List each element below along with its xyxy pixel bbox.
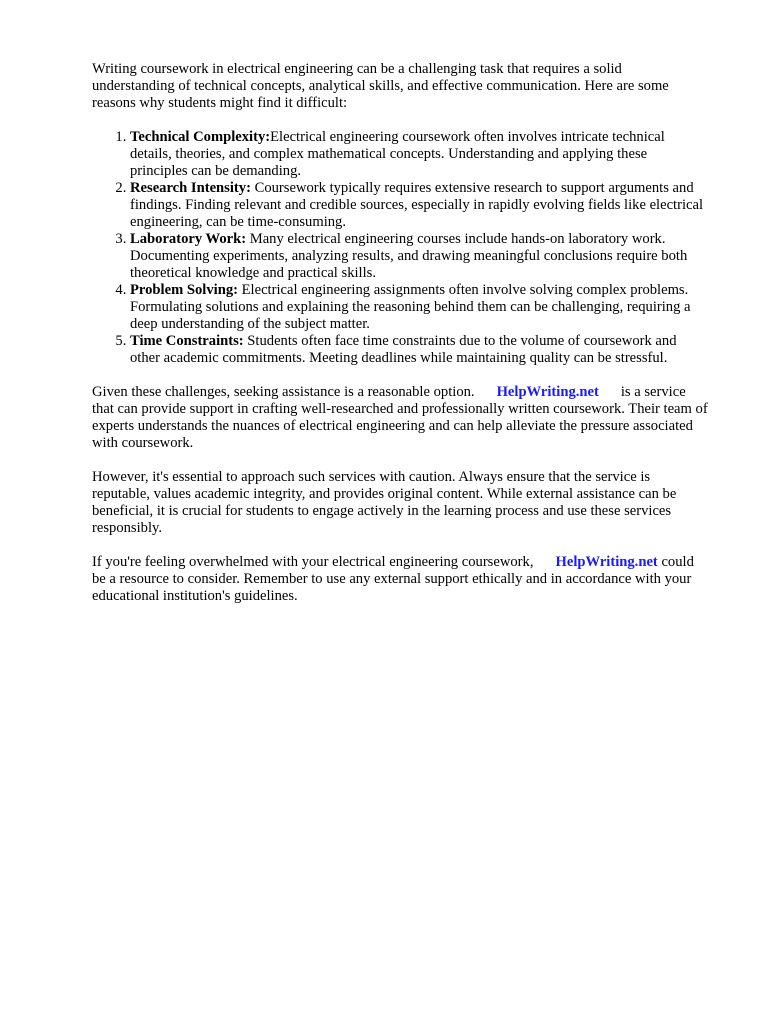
reason-text: Coursework typically requires extensive research to support arguments and findings. Finding relevant and credible sources, especially in rapidly evolving fields like electrical engineering, can be time-consuming.: [130, 180, 704, 230]
reason-text: Students often face time constraints due to the volume of coursework and other academic commitments. Meeting deadlines while maintaining quality can be stressful.: [130, 333, 677, 366]
reason-text: Electrical engineering coursework often involves intricate technical details, theories, and complex mathematical concepts. Understanding and applying these principles can be demanding.: [130, 129, 665, 179]
list-item: [130, 180, 708, 231]
reason-term: Technical Complexity:: [130, 129, 271, 145]
reason-text: Electrical engineering assignments often involve solving complex problems. Formulating solutions and explaining the reasoning behind them can be challenging, requiring a deep understanding of the subject matter.: [130, 282, 691, 332]
document-page: [92, 61, 708, 622]
list-item: [130, 282, 708, 333]
reasons-list: [92, 129, 708, 367]
closing-paragraph: [92, 554, 708, 605]
closing-text-before: If you're feeling overwhelmed with your electrical engineering coursework,: [92, 554, 534, 570]
closing-text-after: could be a resource to consider. Remember to use any external support ethically and in accordance with your educational institution's guidelines.: [92, 554, 694, 604]
assistance-text-after: is a service that can provide support in crafting well-researched and professionally written coursework. Their team of experts understands the nuances of electrical engineering and can help alleviate the pressure associated with coursework.: [92, 384, 708, 451]
caution-paragraph: However, it's essential to approach such services with caution. Always ensure that the service is reputable, values academic integrity, and provides original content. While external assistance can be beneficial, it is crucial for students to engage actively in the learning process and use these services responsibly.: [92, 469, 677, 536]
list-item: [130, 231, 708, 282]
reason-text: Many electrical engineering courses include hands-on laboratory work. Documenting experiments, analyzing results, and drawing meaningful conclusions require both theoretical knowledge and practical skills.: [130, 231, 688, 281]
reason-term: Problem Solving:: [130, 282, 238, 298]
reason-term: Research Intensity:: [130, 180, 251, 196]
reason-term: Laboratory Work:: [130, 231, 247, 247]
list-item: [130, 129, 708, 180]
reason-term: Time Constraints:: [130, 333, 244, 349]
helpwriting-link[interactable]: HelpWriting.net: [555, 554, 658, 570]
list-item: [130, 333, 708, 367]
assistance-text-before: Given these challenges, seeking assistance is a reasonable option.: [92, 384, 475, 400]
intro-paragraph: Writing coursework in electrical engineering can be a challenging task that requires a solid understanding of technical concepts, analytical skills, and effective communication. Here are some reasons why students might find it difficult:: [92, 61, 669, 111]
helpwriting-link[interactable]: HelpWriting.net: [496, 384, 599, 400]
assistance-paragraph: [92, 384, 708, 452]
